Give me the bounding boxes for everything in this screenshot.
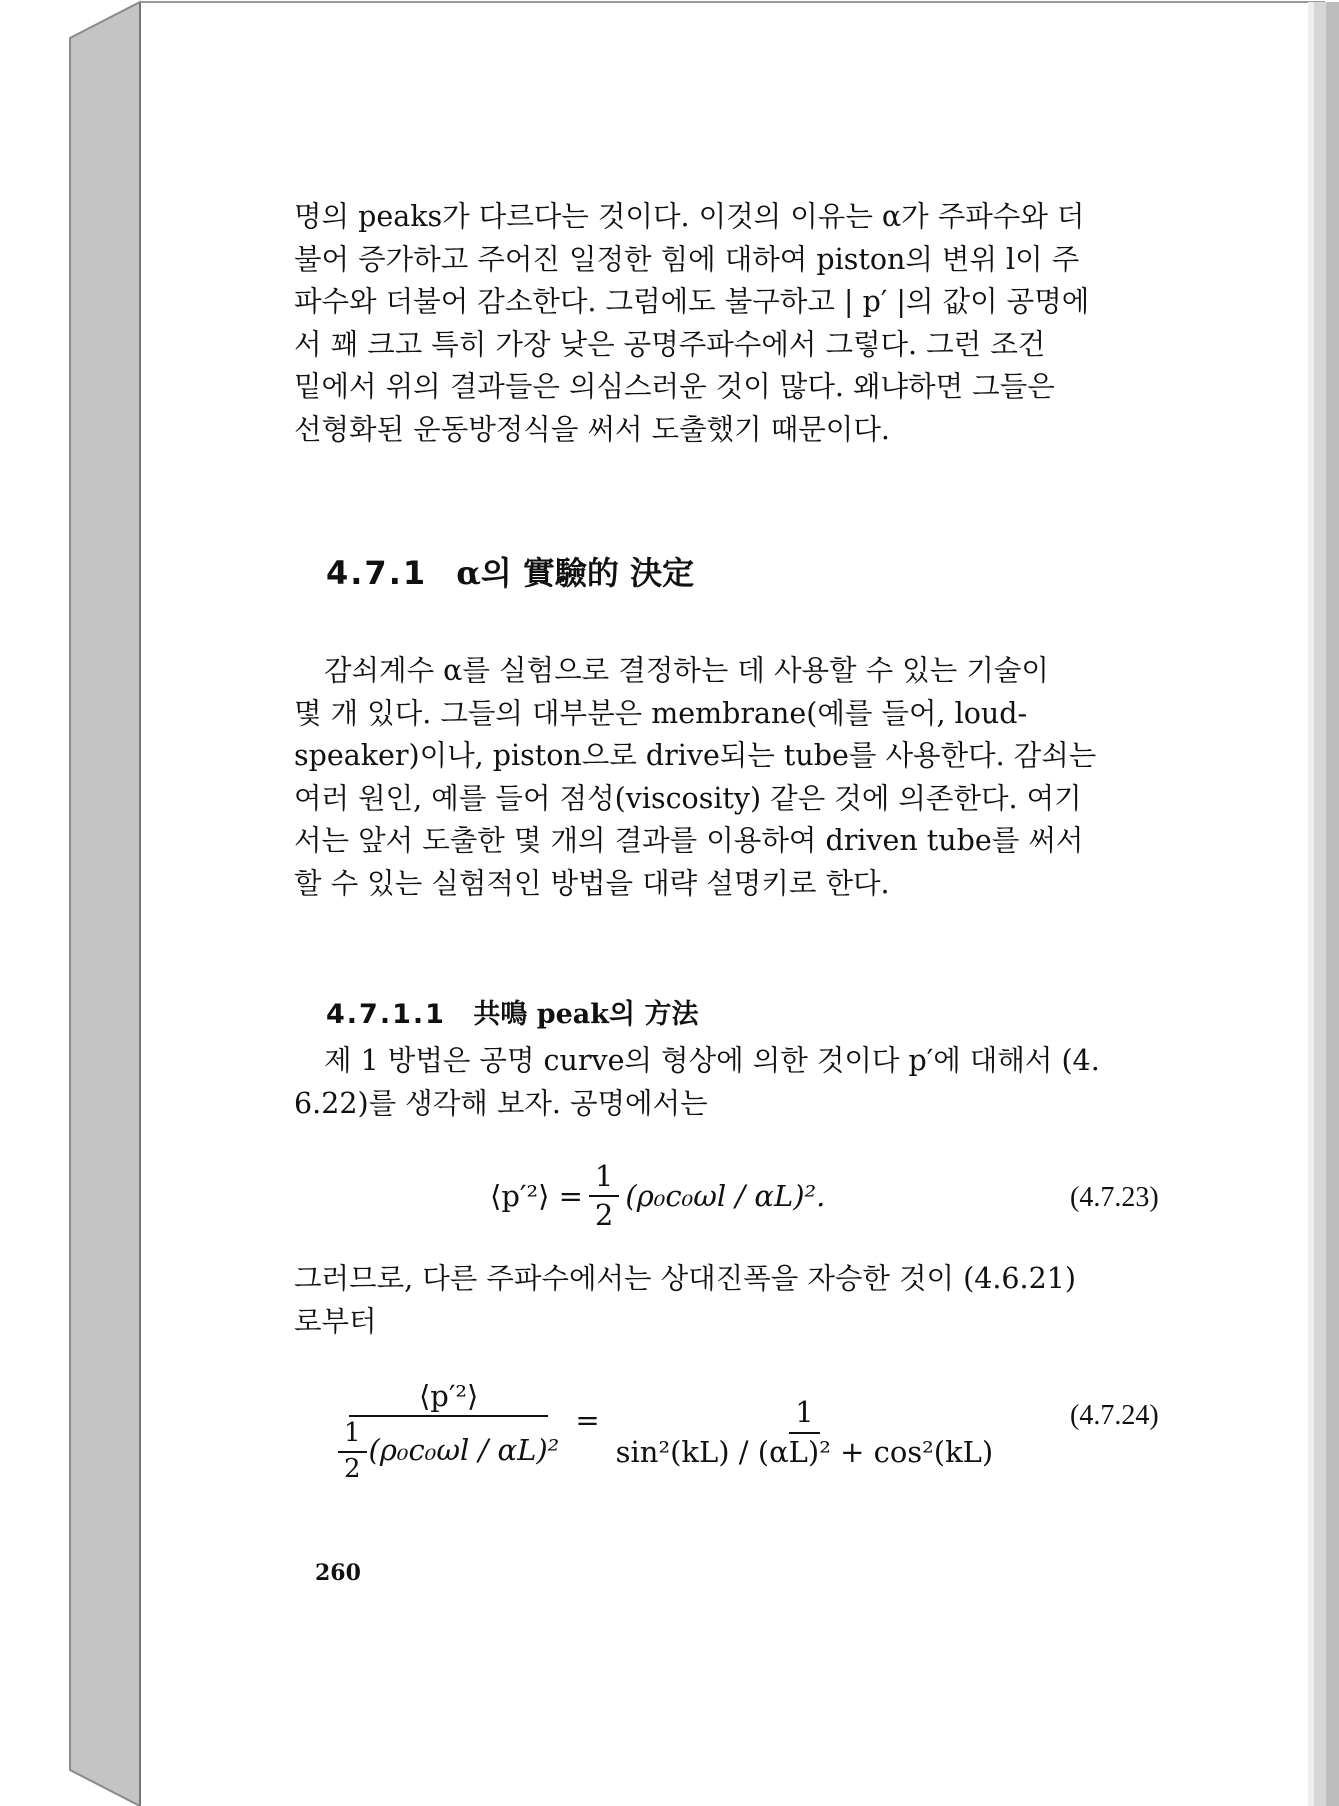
text-line: 몇 개 있다. 그들의 대부분은 membrane(예를 들어, loud- bbox=[294, 696, 1028, 730]
text-line: 제 1 방법은 공명 curve의 형상에 의한 것이다 p′에 대해서 (4. bbox=[324, 1044, 1100, 1077]
inner-fraction bbox=[338, 1419, 367, 1485]
text-line: 여러 원인, 예를 들어 점성(viscosity) 같은 것에 의존한다. 여기 bbox=[294, 781, 1082, 815]
text-line: 밑에서 위의 결과들은 의심스러운 것이 많다. 왜냐하면 그들은 bbox=[294, 370, 1055, 404]
fraction-denominator bbox=[332, 1417, 565, 1485]
text-line: 로부터 bbox=[294, 1304, 377, 1338]
text-line: 선형화된 운동방정식을 써서 도출했기 때문이다. bbox=[294, 412, 890, 446]
text-line: 명의 peaks가 다르다는 것이다. 이것의 이유는 α가 주파수와 더 bbox=[294, 200, 1085, 233]
inner-denominator: 2 bbox=[344, 1454, 361, 1485]
subsection-number: 4.7.1.1 bbox=[326, 999, 446, 1030]
fraction bbox=[589, 1160, 619, 1233]
equals-sign: = bbox=[575, 1402, 600, 1437]
fraction-right bbox=[610, 1396, 1000, 1469]
text-line: 서 꽤 크고 특히 가장 낮은 공명주파수에서 그렇다. 그런 조건 bbox=[294, 327, 1046, 361]
equation-4-7-24 bbox=[326, 1380, 1005, 1485]
text-line: 불어 증가하고 주어진 일정한 힘에 대하여 piston의 변위 l이 주 bbox=[294, 242, 1080, 276]
equation-4-7-23 bbox=[490, 1160, 825, 1233]
fraction-numerator: 1 bbox=[589, 1160, 619, 1197]
subsection-title: 共鳴 peak의 方法 bbox=[473, 999, 699, 1030]
text-line: 서는 앞서 도출한 몇 개의 결과를 이용하여 driven tube를 써서 bbox=[294, 824, 1084, 858]
equation-label: (4.7.23) bbox=[1070, 1182, 1159, 1213]
section-title: α의 實驗的 決定 bbox=[456, 554, 695, 592]
section-heading bbox=[326, 548, 694, 594]
text-line: 할 수 있는 실험적인 방법을 대략 설명키로 한다. bbox=[294, 866, 890, 900]
text-line: 6.22)를 생각해 보자. 공명에서는 bbox=[294, 1086, 708, 1120]
text-line: speaker)이나, piston으로 drive되는 tube를 사용한다. 감쇠는 bbox=[294, 739, 1097, 773]
fraction-left bbox=[332, 1380, 565, 1485]
paragraph-3 bbox=[294, 1040, 1186, 1125]
page-number: 260 bbox=[315, 1560, 361, 1586]
paragraph-2 bbox=[294, 650, 1186, 906]
paragraph-1 bbox=[294, 196, 1186, 452]
text-line: 감쇠계수 α를 실험으로 결정하는 데 사용할 수 있는 기술이 bbox=[324, 654, 1049, 687]
section-number: 4.7.1 bbox=[326, 554, 428, 592]
text-line: 파수와 더불어 감소한다. 그럼에도 불구하고 | p′ |의 값이 공명에 bbox=[294, 285, 1090, 319]
subsection-heading bbox=[326, 992, 698, 1031]
equation-lhs: ⟨p′²⟩ = bbox=[490, 1179, 583, 1214]
paragraph-4 bbox=[294, 1258, 1186, 1343]
fraction-denominator: 2 bbox=[594, 1198, 614, 1233]
text-line: 그러므로, 다른 주파수에서는 상대진폭을 자승한 것이 (4.6.21) bbox=[294, 1262, 1076, 1295]
fraction-numerator: ⟨p′²⟩ bbox=[349, 1380, 548, 1417]
denominator-rest: (ρ₀c₀ωl / αL)² bbox=[368, 1433, 560, 1468]
equation-label: (4.7.24) bbox=[1070, 1400, 1159, 1431]
fraction-denominator: sin²(kL) / (αL)² + cos²(kL) bbox=[615, 1434, 994, 1469]
equation-rhs: (ρ₀c₀ωl / αL)². bbox=[625, 1179, 826, 1214]
fraction-numerator: 1 bbox=[789, 1396, 819, 1433]
inner-numerator: 1 bbox=[338, 1419, 367, 1453]
